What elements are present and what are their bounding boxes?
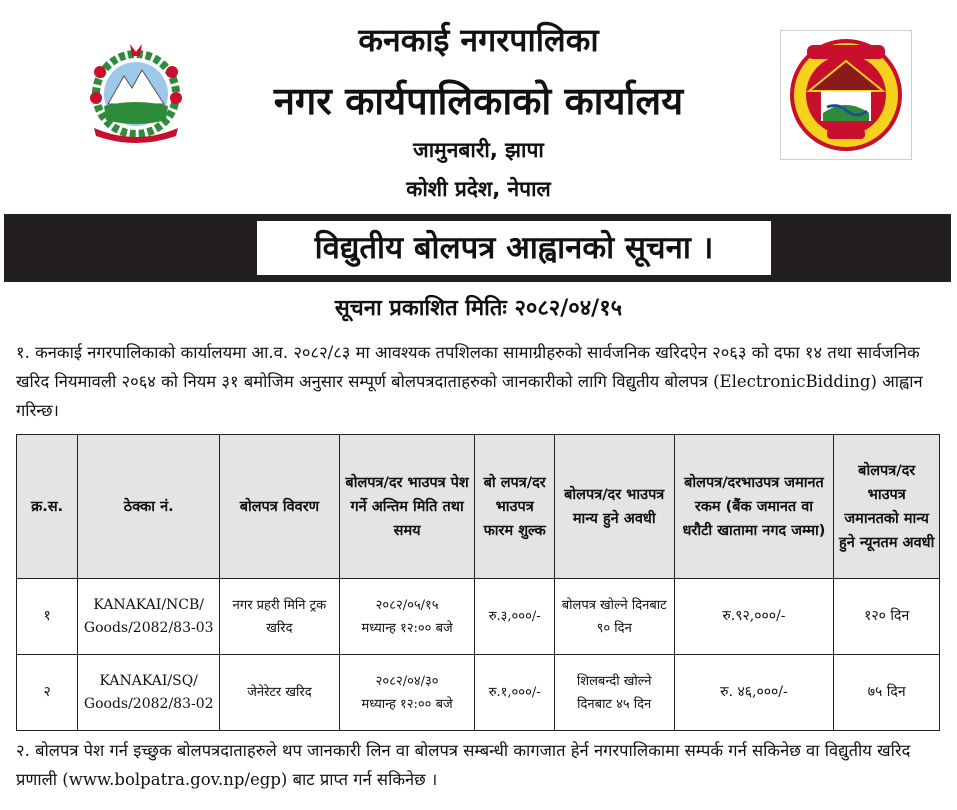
header-contract-no: ठेक्का नं.	[78, 435, 220, 579]
address-line-2: कोशी प्रदेश, नेपाल	[406, 177, 551, 201]
cell-security: रु. ४६,०००/-	[674, 655, 834, 731]
cell-security-validity: ७५ दिन	[834, 655, 940, 731]
cell-deadline	[339, 579, 475, 655]
header-security: बोलपत्र/दरभाउपत्र जमानत रकम (बैंक जमानत वा धरौटी खातामा नगद जम्मा)	[674, 435, 834, 579]
cell-contract-no: KANAKAI/NCB/ Goods/2082/83-03	[78, 579, 220, 655]
deadline-time: मध्यान्ह १२:०० बजे	[361, 696, 453, 712]
deadline-date: २०८२/०५/१५	[375, 597, 439, 613]
header-deadline: बोलपत्र/दर भाउपत्र पेश गर्ने अन्तिम मिति तथा समय	[339, 435, 475, 579]
notice-paragraph-1: १. कनकाई नगरपालिकाको कार्यालयमा आ.व. २०८२/८३ मा आवश्यक तपशिलका सामाग्रीहरुको सार्वजनिक खरिदऐन २०६३ को दफा १४ तथा सार्वजनिक खरिद नियमावली २०६४ को नियम ३१ बमोजिम अनुसार सम्पूर्ण बोलपत्रदाताहरुको जानकारीको लागि विद्युतीय बोलपत्र (ElectronicBidding) आह्वान गरिन्छ।	[16, 343, 923, 420]
cell-deadline	[339, 655, 475, 731]
notice-title: विद्युतीय बोलपत्र आह्वानको सूचना ।	[257, 221, 771, 275]
cell-security-validity: १२० दिन	[834, 579, 940, 655]
header-fee: बो लपत्र/दर भाउपत्र फारम शुल्क	[475, 435, 554, 579]
cell-description: जेनेरेटर खरिद	[220, 655, 340, 731]
header-sn: क्र.स.	[17, 435, 78, 579]
notice-header	[0, 0, 957, 212]
notice-paragraph-2: २. बोलपत्र पेश गर्न इच्छुक बोलपत्रदाताहरुले थप जानकारी लिन वा बोलपत्र सम्बन्धी कागजात हेर्न नगरपालिकामा सम्पर्क गर्न सकिनेछ वा विद्युतीय खरिद प्रणाली (www.bolpatra.gov.np/egp) बाट प्राप्त गर्न सकिनेछ ।	[16, 741, 911, 789]
cell-sn: १	[17, 579, 78, 655]
address-line-1: जामुनबारी, झापा	[413, 138, 544, 162]
tender-table	[16, 434, 940, 731]
cell-sn: २	[17, 655, 78, 731]
deadline-date: २०८२/०४/३०	[375, 673, 439, 689]
header-security-validity: बोलपत्र/दर भाउपत्र जमानतको मान्य हुने न्यूनतम अवधी	[834, 435, 940, 579]
cell-fee: रु.३,०००/-	[475, 579, 554, 655]
cell-security: रु.९२,०००/-	[674, 579, 834, 655]
municipality-name: कनकाई नगरपालिका	[358, 21, 599, 59]
deadline-time: मध्यान्ह १२:०० बजे	[361, 620, 453, 636]
header-validity: बोलपत्र/दर भाउपत्र मान्य हुने अवधी	[554, 435, 674, 579]
table-row	[17, 655, 940, 731]
published-date: सूचना प्रकाशित मितिः २०८२/०४/१५	[334, 296, 623, 321]
office-name: नगर कार्यपालिकाको कार्यालय	[273, 79, 684, 123]
header-description: बोलपत्र विवरण	[220, 435, 340, 579]
notice-title-banner	[4, 214, 951, 282]
table-row	[17, 579, 940, 655]
cell-fee: रु.१,०००/-	[475, 655, 554, 731]
cell-contract-no: KANAKAI/SQ/ Goods/2082/83-02	[78, 655, 220, 731]
table-header-row	[17, 435, 940, 579]
cell-description: नगर प्रहरी मिनि ट्रक खरिद	[220, 579, 340, 655]
cell-validity: शिलबन्दी खोल्ने दिनबाट ४५ दिन	[554, 655, 674, 731]
cell-validity: बोलपत्र खोल्ने दिनबाट ९० दिन	[554, 579, 674, 655]
